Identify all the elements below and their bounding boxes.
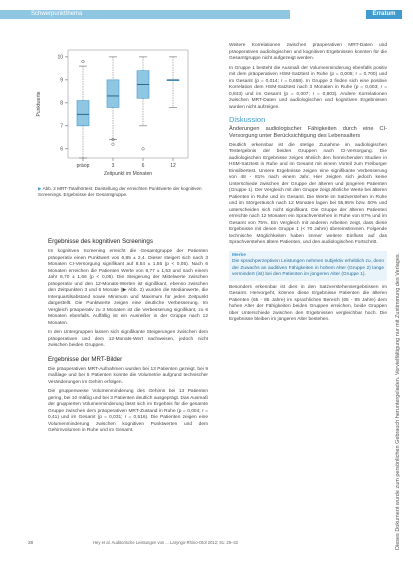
paragraph: In Gruppe 1 besteht die Ausmaß der Volumenminderung ebenfalls positiv mit dem präoperativen HSM-Satztest in Ruhe (p = 0,005; r = 0,700) und im Gesamt (p = 0,014; r = 0,658). In Gruppe 2 finden sich eine positive Korrelation dem HSM-Satztest nach 3 Monaten in Ruhe (p = 0,003; r = 0,843) und im Gesamt (p = 0,007; r = 0,803). Andere Korrelationen zwischen MRT-Daten und audiologischen und kognitiven Ergebnissen wurden nicht aufzeigen. [229,65,387,110]
y-axis-label: Punktwerte [36,91,42,117]
y-tick-label: 6 [60,146,63,153]
y-tick-label: 7 [60,123,63,130]
x-tick-label: 12 [170,163,176,169]
section-title: Schwerpunktthema [31,11,83,17]
section-heading: Ergebnisse der MRT-Bilder [48,355,123,363]
paragraph: In den Untergruppen lassen sich signifikante Steigerungen zwischen dem präoperativen und dem 12-Monats-Wert nachweisen, jedoch nicht zwischen beiden Gruppen. [48,330,208,348]
box [77,101,89,126]
caption-text: Abb. 2 MRT-Totalhörtest: Darstellung der erreichten Punktwerte der kognitiven Screenings. Ergebnisse der Gesamtgruppe. [38,186,202,198]
paragraph: Die gruppenweise Volumenminderung des Gehirns bei 13 Patienten gering, bei 10 mäßig und bei 3 Patienten deutlich ausgeprägt. Das Ausmaß der gruppierten Volumenminderung lässt sich im Ergebnis für die gesamte Gruppe zwischen dem präoperativen MRT-Zustand in Ruhe (p = 0,004; r = 0,41) und im Gesamt (p = 0,031; r = 0,516). Die Patienten zeigen eine Volumenminderung zwischen kognitiven Punktwerten und dem Gehirnvolumen in Ruhe und im Gesamt. [48,389,208,433]
paragraph: Weitere Korrelationen zwischen präoperativen MRT-Daten und präoperativen audiologischen und kognitiven Ergebnissen konnten für die Gesamtgruppe nicht aufgezeigt werden. [229,43,387,61]
subsection-heading: Änderungen audiologischer Fähigkeiten durch eine CI-Versorgung unter Berücksichtigung des Lebensalters [229,125,387,139]
paragraph: Die präoperativen MRT-Aufnahmen wurden bei 13 Patienten gezeigt, bei 9 maßlage und bei 5 Patienten konnte die Volumetrie aufgrund technischer Veränderungen im Gehirn erfolgen. [48,366,208,385]
text-column-right [229,40,387,324]
figure-caption [38,186,208,199]
y-tick-label: 8 [60,100,63,107]
outlier-point [82,60,85,63]
figure-box-plot [28,40,208,205]
note-title: Merke [232,252,246,258]
x-axis-label: Zeitpunkt im Monaten [103,171,153,177]
x-tick-label: präop [76,163,90,169]
y-tick-label: 10 [57,54,63,61]
note-box [229,251,387,281]
section-header-bar [0,10,290,19]
section-heading: Ergebnisse des kognitiven Screenings [48,238,153,245]
copyright-sidebar [395,150,405,570]
y-tick-label: 9 [60,77,63,84]
paragraph: Deutlich erkennbar ist die stetige Zunahme im audiologischen Testergebnis der beiden Gruppen nach CI-Versorgung. Die audiologischen Ergebnisse zeigen ähnlich den hinreichenden Studien in HSM-Satztest in Ruhe und im Gesamt mit einem Vorteil zum Freiburger Einsilbertest. Unsere Ergebnisse zeigen eine signifikante Verbesserung von 48 - 81% nach einem Jahr. Hier zeigten sich jedoch keine Unterschiede zwischen der Gruppe der älteren und jüngeren Patienten (Gruppe 1). Der Vergleich mit den Gruppe zeigt ähnliche Werte bei älteren Patienten in Ruhe und im Gesamt. Die Werte im Satzverstehen in Ruhe und im Störgeräusch nach 12 Monaten lagen bei 55,95% bzw. 60% und unterscheiden sich nicht signifikant. Die Gruppe der älteren Patienten erreichte nach 12 Monaten ein Sprachverstehen in Ruhe von 87% und im Gesamt von 75%. Ein Vergleich mit anderen Arbeiten zeigt, dass diese Ergebnisse mit denen Gruppe 1 (< 70 Jahre) übereinstimmen. Folgende technische Möglichkeiten haben immer weitere Einfluss auf das Sprachverstehen ältere Patienten, und den audiologischen Fortschritt. [229,142,387,246]
page-number: 28 [28,540,34,545]
box [107,80,119,108]
outlier-point [112,143,115,146]
citation-footer: Hey et al. Auditorische Leistungen von ... Laryngo-Rhino-Otol 2012; 91: 25–32 [93,540,239,545]
copyright-text: Dieses Dokument wurde zum persönlichen Gebrauch heruntergeladen. Vervielfältigung nur mit Zustimmung des Verlages. [395,252,401,550]
x-tick-label: 6 [141,163,145,169]
outlier-point [142,148,145,151]
x-tick-label: 3 [111,163,115,169]
discussion-heading: Diskussion [229,115,266,124]
paragraph: Besonders erkennbar ist dies in den Satzverstehensergebnissen im Gesamt. Hervorgeht, können diese Ergebnisse Patienten die älteren Patienten (65 - 85 Jahre) im sprachlichen Bereich (65 - 85 Jahre) dem hohen Alter der Fähigkeiten beiden Gruppen erreichen, beide Gruppen über Unterschiede zwischen den Ergebnissen vergleichbar hoch. Die Ergebnisse bleiben im jüngeren Alter bestehen. [229,284,387,323]
note-text: Die sprachperzeptiven Leistungen nehmen subjektiv erheblich zu, denn der Zuwachs an auditiven Fähigkeiten in hohem Alter (Gruppe 2) lange vermindert (ist) bei den Patienten im jüngeren Alter (Gruppe 1). [232,259,384,278]
paragraph: Im kognitiven Screening erreicht die Gesamtgruppe der Patienten präoperativ einen Punktwert von 6,85 ± 2,4. Dieser steigert sich nach 3 Monaten CI-Versorgung signifikant auf 8,54 ± 1,55 (p < 0,05). Nach 6 Monaten erreichen die Patienten Werte von 8,77 ± 1,53 und nach einem Jahr 8,70 ± 1,66 (p < 0,05). Die Steigerung der Mittelwerte zwischen präoperativ und den 12-Monats-Werten ist signifikant, ebenso zwischen den Zeitpunkten 3 und 6 Monate (▶ Abb. 2) wurden die Medianwerte, die Interquartilsabstand sowie Minimum und Maximum für jeden Zeitpunkt dargestellt. Die Punktwerte zeigen eine deutliche Verbesserung. Im Vergleich präoperativ zu 3 Monaten ist die Verbesserung signifikant, zu 6 Monaten ebenfalls. Auffällig ist ein Ausreißer in der Gruppe nach 12 Monaten. [48,249,208,326]
caption-arrow-icon: ▶ [38,186,42,191]
box-plot-chart [28,40,208,185]
article-tag: Erratum [366,10,402,19]
text-column-left [48,232,208,435]
